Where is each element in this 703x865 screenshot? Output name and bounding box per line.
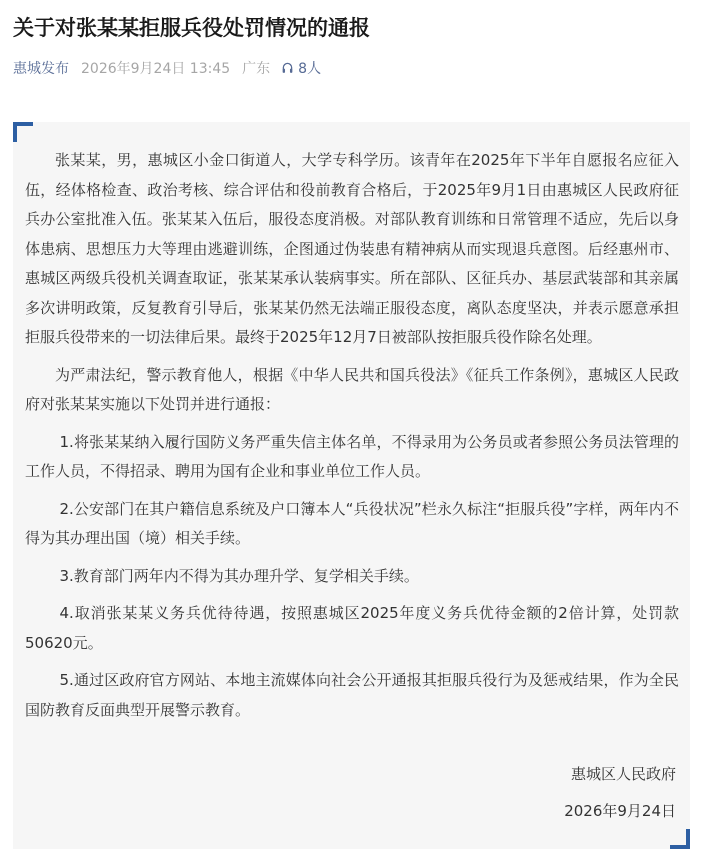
corner-decoration-bottom-right xyxy=(670,829,690,849)
signature-block xyxy=(564,758,676,832)
paragraph-basis: 为严肃法纪，警示教育他人，根据《中华人民共和国兵役法》《征兵工作条例》，惠城区人民政府对张某某实施以下处罚并进行通报： xyxy=(25,365,679,413)
listen-count-value: 8人 xyxy=(298,61,322,77)
penalty-item: 1.将张某某纳入履行国防义务严重失信主体名单，不得录用为公务员或者参照公务员法管理的工作人员，不得招录、聘用为国有企业和事业单位工作人员。 xyxy=(25,432,679,480)
source-link[interactable]: 惠城发布 xyxy=(13,61,69,77)
paragraph-intro: 张某某，男，惠城区小金口街道人，大学专科学历。该青年在2025年下半年自愿报名应征入伍，经体格检查、政治考核、综合评估和役前教育合格后，于2025年9月1日由惠城区人民政府征兵办公室批准入伍。张某某入伍后，服役态度消极。对部队教育训练和日常管理不适应，先后以身体患病、思想压力大等理由逃避训练，企图通过伪装患有精神病从而实现退兵意图。后经惠州市、惠城区两级兵役机关调查取证，张某某承认装病事实。所在部队、区征兵办、基层武装部和其亲属多次讲明政策，反复教育引导后，张某某仍然无法端正服役态度，离队态度坚决，并表示愿意承担拒服兵役带来的一切法律后果。最终于2025年12月7日被部队按拒服兵役作除名处理。 xyxy=(25,151,679,346)
notice-box xyxy=(13,122,690,849)
article-meta xyxy=(13,55,321,81)
signature-org: 惠城区人民政府 xyxy=(570,765,676,783)
penalty-item: 4.取消张某某义务兵优待待遇，按照惠城区2025年度义务兵优待金额的2倍计算，处罚款50620元。 xyxy=(25,604,679,652)
penalty-item: 2.公安部门在其户籍信息系统及户口簿本人“兵役状况”栏永久标注“拒服兵役”字样，两年内不得为其办理出国（境）相关手续。 xyxy=(25,499,679,547)
penalty-item: 5.通过区政府官方网站、本地主流媒体向社会公开通报其拒服兵役行为及惩戒结果，作为全民国防教育反面典型开展警示教育。 xyxy=(25,671,679,719)
signature-date: 2026年9月24日 xyxy=(564,802,676,820)
region-label: 广东 xyxy=(242,61,271,77)
article-title: 关于对张某某拒服兵役处罚情况的通报 xyxy=(13,16,370,40)
publish-datetime: 2026年9月24日 13:45 xyxy=(81,61,231,77)
notice-content xyxy=(25,146,679,733)
penalty-item: 3.教育部门两年内不得为其办理升学、复学相关手续。 xyxy=(59,566,419,585)
corner-decoration-top-left xyxy=(13,122,33,142)
headphone-icon xyxy=(282,62,293,74)
listen-count[interactable] xyxy=(282,58,321,78)
